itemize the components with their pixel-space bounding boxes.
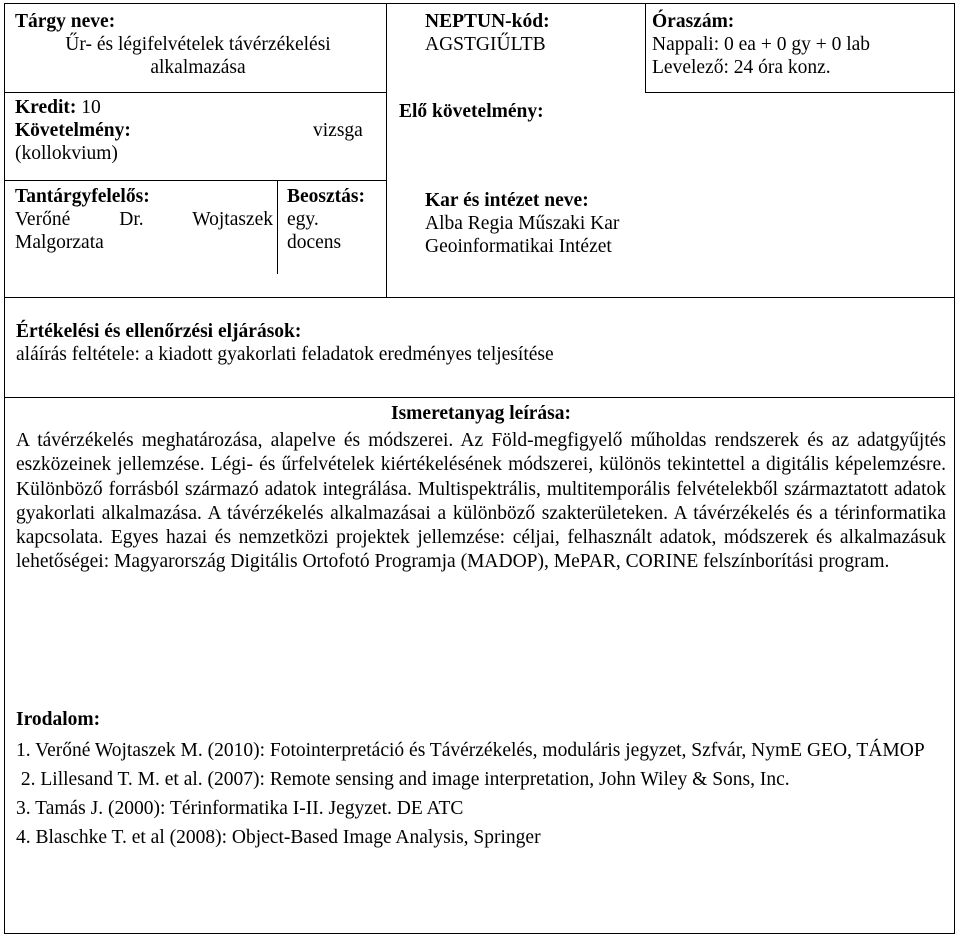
hours-day: Nappali: 0 ea + 0 gy + 0 lab [652,34,871,55]
requirement-value: vizsga [313,120,363,141]
knowledge-text: A távérzékelés meghatározása, alapelve és módszerei. Az Föld-megfigyelő műholdas rendszerek és az adatgyűjtés eszközeinek jellemzése. Légi- és űrfelvételek kiértékelésének módszerei, különös tekintettel a digitális képelemzésre. Különböző forrásból származó adatok integrálása. Multispektrális, multitemporális felvételekből származtatott adatok gyakorlati alkalmazása. A távérzékelés alkalmazásai a különböző szakterületeken. A távérzékelés és a térinformatika kapcsolata. Egyes hazai és nemzetközi projektek jellemzése: céljai, felhasznált adatok, módszerek és alkalmazásuk lehetőségei: Magyarország Digitális Ortofotó Programja (MADOP), MePAR, CORINE felszínborítási program. [16,430,946,573]
neptun-cell [425,10,640,56]
literature-item: 1. Verőné Wojtaszek M. (2010): Fotointerpretáció és Távérzékelés, moduláris jegyzet, Szfvár, NymE GEO, TÁMOP [16,740,925,761]
literature-cell [16,707,946,852]
faculty-label: Kar és intézet neve: [425,190,589,211]
responsible-name-line2: Malgorzata [15,232,104,253]
prerequisite-cell [399,100,544,123]
neptun-label: NEPTUN-kód: [425,11,550,32]
faculty-line2: Geoinformatikai Intézet [425,236,612,257]
hours-correspondence: Levelező: 24 óra konz. [652,57,831,78]
position-value-line2: docens [287,232,342,253]
divider [5,180,386,181]
subject-name-line2: alkalmazása [150,57,246,78]
credit-row: Kredit: 10 [15,97,101,118]
divider [5,297,955,298]
responsible-cell [15,185,273,254]
literature-item: 4. Blaschke T. et al (2008): Object-Based Image Analysis, Springer [16,827,541,848]
position-cell [287,185,383,254]
requirement-note: (kollokvium) [15,143,118,164]
prerequisite-label: Elő követelmény: [399,101,544,122]
faculty-cell [425,189,945,258]
credit-value: 10 [81,97,101,118]
evaluation-text: aláírás feltétele: a kiadott gyakorlati feladatok eredményes teljesítése [16,344,554,365]
hours-cell [652,10,952,79]
divider [5,397,955,398]
position-value-line1: egy. [287,209,319,230]
course-datasheet [4,3,955,934]
divider [277,180,278,274]
divider [645,92,955,93]
position-label: Beosztás: [287,186,365,207]
subject-cell [15,10,381,79]
hours-label: Óraszám: [652,11,735,32]
literature-item: 2. Lillesand T. M. et al. (2007): Remote sensing and image interpretation, John Wiley & Sons, Inc. [16,769,790,790]
divider [386,4,387,297]
divider [645,4,646,92]
evaluation-label: Értékelési és ellenőrzési eljárások: [16,321,302,342]
neptun-code: AGSTGIŰLTB [425,34,546,55]
faculty-line1: Alba Regia Műszaki Kar [425,213,620,234]
credit-cell [15,96,381,165]
responsible-name-line1: Verőné Dr. Wojtaszek [15,209,273,230]
evaluation-cell [16,320,946,366]
responsible-label: Tantárgyfelelős: [15,186,150,207]
literature-label: Irodalom: [16,709,101,730]
subject-name-line1: Űr- és légifelvételek távérzékelési [65,34,331,55]
subject-label: Tárgy neve: [15,11,116,32]
knowledge-label: Ismeretanyag leírása: [391,403,571,424]
divider [5,92,386,93]
knowledge-cell [16,401,946,575]
literature-item: 3. Tamás J. (2000): Térinformatika I-II. Jegyzet. DE ATC [16,798,464,819]
requirement-row: Követelmény: vizsga [15,120,363,141]
